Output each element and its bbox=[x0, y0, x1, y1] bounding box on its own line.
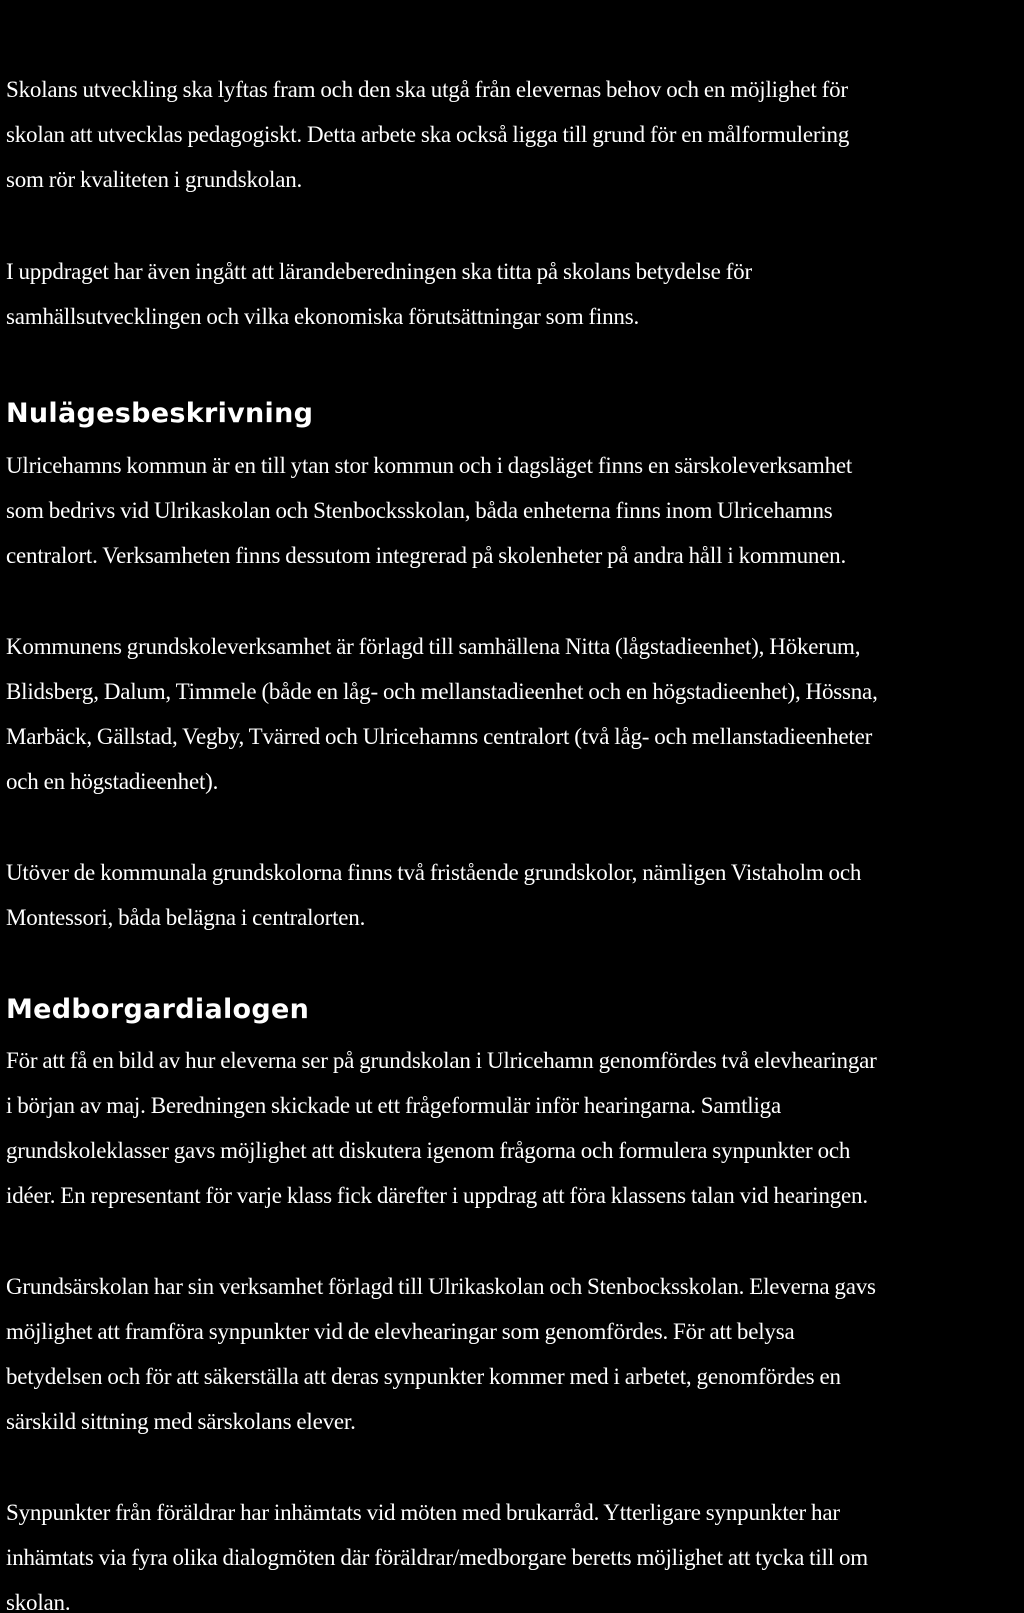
section-heading-medborgardialogen: Medborgardialogen bbox=[6, 994, 310, 1025]
text-line: som bedrivs vid Ulrikaskolan och Stenbocksskolan, båda enheterna finns inom Ulricehamns bbox=[6, 498, 833, 523]
text-line: Kommunens grundskoleverksamhet är förlagd till samhällena Nitta (lågstadieenhet), Hökerum, bbox=[6, 634, 861, 659]
text-line: skolan att utvecklas pedagogiskt. Detta arbete ska också ligga till grund för en målformulering bbox=[6, 122, 850, 147]
text-line: skolan. bbox=[6, 1590, 71, 1613]
text-line: Marbäck, Gällstad, Vegby, Tvärred och Ulricehamns centralort (två låg- och mellanstadieenheter bbox=[6, 724, 873, 749]
text-line: i början av maj. Beredningen skickade ut ett frågeformulär inför hearingarna. Samtliga bbox=[6, 1093, 781, 1118]
text-line: Ulricehamns kommun är en till ytan stor kommun och i dagsläget finns en särskoleverksamhet bbox=[6, 453, 853, 478]
text-line: Montessori, båda belägna i centralorten. bbox=[6, 905, 366, 930]
text-line: Blidsberg, Dalum, Timmele (både en låg- och mellanstadieenhet och en högstadieenhet), Hössna, bbox=[6, 679, 878, 704]
text-line: särskild sittning med särskolans elever. bbox=[6, 1409, 356, 1434]
medborgar-paragraph-2 bbox=[6, 1264, 1022, 1444]
intro-paragraph-1 bbox=[6, 67, 1022, 202]
text-line: centralort. Verksamheten finns dessutom integrerad på skolenheter på andra håll i kommunen. bbox=[6, 543, 847, 568]
text-line: betydelsen och för att säkerställa att deras synpunkter kommer med i arbetet, genomfördes en bbox=[6, 1364, 841, 1389]
text-line: I uppdraget har även ingått att lärandeberedningen ska titta på skolans betydelse för bbox=[6, 259, 752, 284]
text-line: För att få en bild av hur eleverna ser på grundskolan i Ulricehamn genomfördes två elevhearingar bbox=[6, 1048, 877, 1073]
nulage-paragraph-3 bbox=[6, 850, 1022, 940]
text-line: Grundsärskolan har sin verksamhet förlagd till Ulrikaskolan och Stenbocksskolan. Eleverna gavs bbox=[6, 1274, 876, 1299]
text-line: Utöver de kommunala grundskolorna finns två fristående grundskolor, nämligen Vistaholm och bbox=[6, 860, 862, 885]
text-line: som rör kvaliteten i grundskolan. bbox=[6, 167, 303, 192]
intro-paragraph-2 bbox=[6, 249, 1022, 339]
text-line: möjlighet att framföra synpunkter vid de elevhearingar som genomfördes. För att belysa bbox=[6, 1319, 795, 1344]
nulage-paragraph-1 bbox=[6, 443, 1022, 578]
text-line: idéer. En representant för varje klass fick därefter i uppdrag att föra klassens talan vid hearingen. bbox=[6, 1183, 868, 1208]
nulage-paragraph-2 bbox=[6, 624, 1022, 804]
section-heading-nulage: Nulägesbeskrivning bbox=[6, 398, 314, 429]
medborgar-paragraph-1 bbox=[6, 1038, 1022, 1218]
text-line: Synpunkter från föräldrar har inhämtats vid möten med brukarråd. Ytterligare synpunkter har bbox=[6, 1500, 840, 1525]
medborgar-paragraph-3 bbox=[6, 1490, 1022, 1613]
text-line: samhällsutvecklingen och vilka ekonomiska förutsättningar som finns. bbox=[6, 304, 640, 329]
text-line: Skolans utveckling ska lyftas fram och den ska utgå från elevernas behov och en möjlighet för bbox=[6, 77, 848, 102]
text-line: grundskoleklasser gavs möjlighet att diskutera igenom frågorna och formulera synpunkter och bbox=[6, 1138, 851, 1163]
text-line: inhämtats via fyra olika dialogmöten där föräldrar/medborgare beretts möjlighet att tycka till om bbox=[6, 1545, 868, 1570]
text-line: och en högstadieenhet). bbox=[6, 769, 219, 794]
